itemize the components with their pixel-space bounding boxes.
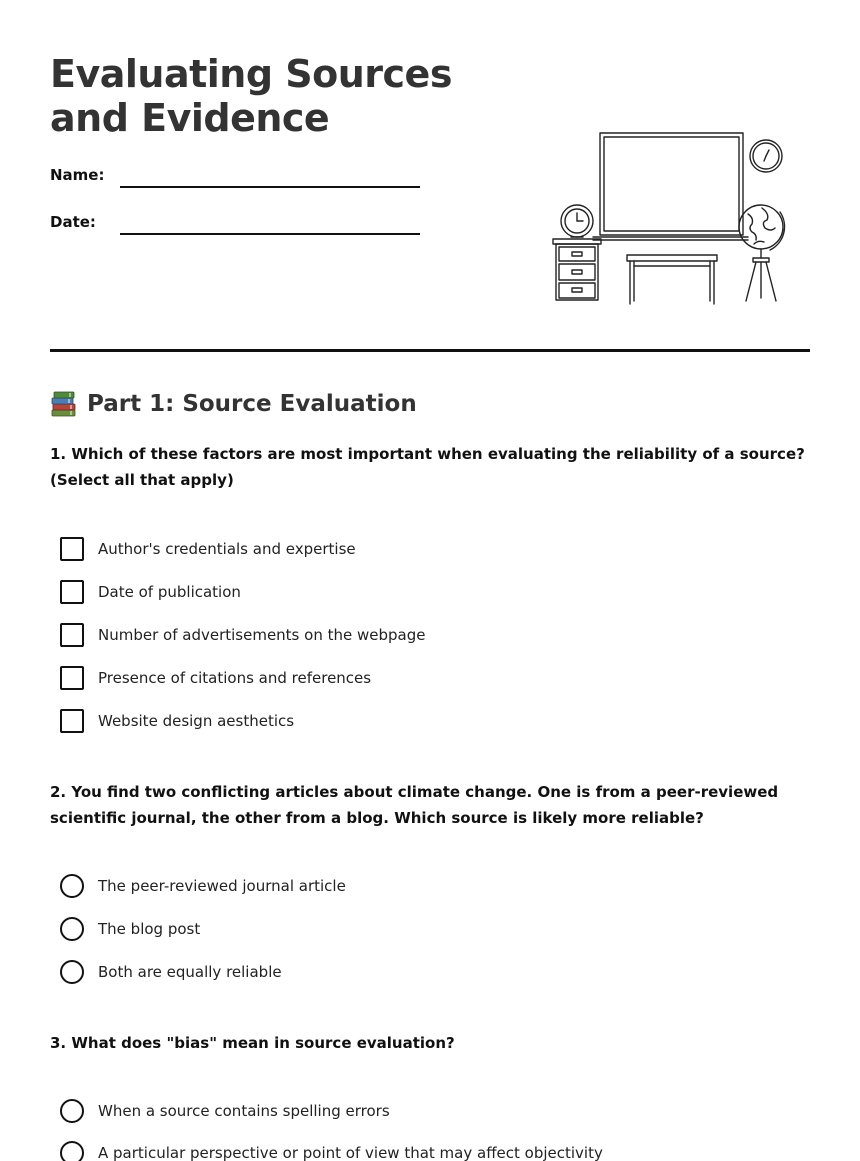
question-2: 2. You find two conflicting articles about climate change. One is from a peer-reviewed scientific journal, the other from a blog. Which source is likely more reliable? xyxy=(50,783,779,827)
q1-option-3[interactable] xyxy=(60,622,425,648)
checkbox[interactable] xyxy=(60,537,84,561)
date-input-line[interactable] xyxy=(120,233,420,235)
q3-option-2[interactable] xyxy=(60,1140,603,1161)
option-label: Both are equally reliable xyxy=(98,963,282,981)
option-label: Number of advertisements on the webpage xyxy=(98,626,426,644)
option-label: When a source contains spelling errors xyxy=(98,1102,390,1120)
option-label: A particular perspective or point of view that may affect objectivity xyxy=(98,1144,603,1161)
drawer-cabinet-icon xyxy=(553,239,601,300)
question-1: 1. Which of these factors are most important when evaluating the reliability of a source? (Select all that apply) xyxy=(50,445,805,489)
section-heading xyxy=(50,388,417,420)
q1-option-5[interactable] xyxy=(60,708,294,734)
name-input-line[interactable] xyxy=(120,186,420,188)
books-icon xyxy=(50,390,77,418)
checkbox[interactable] xyxy=(60,580,84,604)
q2-option-2[interactable] xyxy=(60,916,200,942)
section-divider xyxy=(50,349,810,352)
q1-option-2[interactable] xyxy=(60,579,241,605)
checkbox[interactable] xyxy=(60,666,84,690)
whiteboard-icon xyxy=(593,133,748,240)
section-title: Part 1: Source Evaluation xyxy=(87,391,417,417)
checkbox[interactable] xyxy=(60,623,84,647)
date-field[interactable] xyxy=(50,213,430,243)
radio-button[interactable] xyxy=(60,1141,84,1161)
radio-button[interactable] xyxy=(60,874,84,898)
checkbox[interactable] xyxy=(60,709,84,733)
desk-clock-icon xyxy=(561,205,593,237)
globe-icon xyxy=(739,205,785,301)
name-field[interactable] xyxy=(50,166,430,196)
date-label: Date: xyxy=(50,213,96,231)
wall-clock-icon xyxy=(750,140,782,172)
radio-button[interactable] xyxy=(60,1099,84,1123)
option-label: The blog post xyxy=(98,920,201,938)
table-icon xyxy=(627,255,717,304)
radio-button[interactable] xyxy=(60,960,84,984)
radio-button[interactable] xyxy=(60,917,84,941)
option-label: Author's credentials and expertise xyxy=(98,540,356,558)
q1-option-4[interactable] xyxy=(60,665,371,691)
q3-option-1[interactable] xyxy=(60,1098,390,1124)
option-label: Website design aesthetics xyxy=(98,712,295,730)
classroom-illustration xyxy=(548,126,793,310)
option-label: The peer-reviewed journal article xyxy=(98,877,346,895)
option-label: Presence of citations and references xyxy=(98,669,372,687)
q2-option-1[interactable] xyxy=(60,873,346,899)
name-label: Name: xyxy=(50,166,105,184)
q1-option-1[interactable] xyxy=(60,536,356,562)
page-title: Evaluating Sources and Evidence xyxy=(50,52,452,140)
question-3: 3. What does "bias" mean in source evaluation? xyxy=(50,1034,455,1052)
q2-option-3[interactable] xyxy=(60,959,282,985)
option-label: Date of publication xyxy=(98,583,241,601)
